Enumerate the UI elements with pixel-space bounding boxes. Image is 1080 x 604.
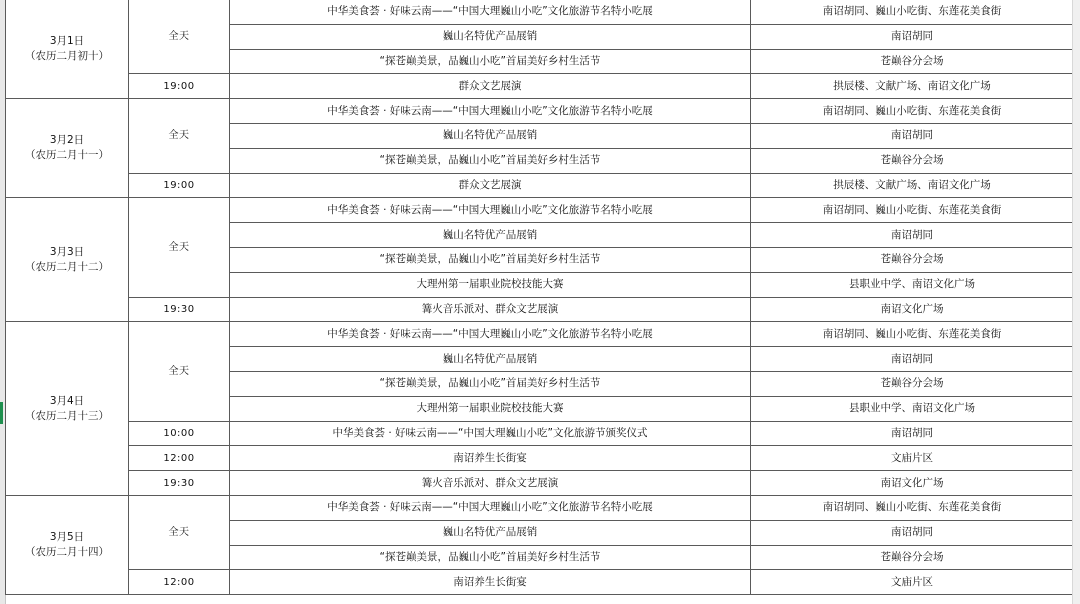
schedule-body xyxy=(6,0,1074,595)
time-cell[interactable]: 全天 xyxy=(129,0,230,74)
time-cell[interactable]: 全天 xyxy=(129,495,230,569)
time-cell[interactable]: 19:00 xyxy=(129,173,230,198)
event-name-cell[interactable]: 巍山名特优产品展销 xyxy=(230,520,751,545)
time-cell[interactable]: 全天 xyxy=(129,322,230,421)
time-cell[interactable]: 12:00 xyxy=(129,446,230,471)
time-cell[interactable]: 10:00 xyxy=(129,421,230,446)
vertical-scrollbar[interactable] xyxy=(1072,0,1080,604)
schedule-row xyxy=(6,198,1074,223)
event-name-cell[interactable]: 群众文艺展演 xyxy=(230,74,751,99)
time-cell[interactable]: 全天 xyxy=(129,198,230,297)
schedule-row xyxy=(6,446,1074,471)
event-name-cell[interactable]: “探苍巅美景，品巍山小吃”首届美好乡村生活节 xyxy=(230,49,751,74)
event-name-cell[interactable]: 中华美食荟 · 好味云南——“中国大理巍山小吃”文化旅游节名特小吃展 xyxy=(230,99,751,124)
event-name-cell[interactable]: 南诏养生长街宴 xyxy=(230,570,751,595)
date-cell[interactable] xyxy=(6,322,129,496)
venue-cell[interactable]: 南诏胡同、巍山小吃街、东莲花美食街 xyxy=(751,0,1074,24)
event-name-cell[interactable]: 南诏养生长街宴 xyxy=(230,446,751,471)
schedule-table xyxy=(5,0,1074,595)
venue-cell[interactable]: 拱辰楼、文献广场、南诏文化广场 xyxy=(751,74,1074,99)
event-name-cell[interactable]: 大理州第一届职业院校技能大赛 xyxy=(230,396,751,421)
event-name-cell[interactable]: 中华美食荟 · 好味云南——“中国大理巍山小吃”文化旅游节名特小吃展 xyxy=(230,495,751,520)
lunar-date-label: （农历二月十四） xyxy=(25,546,109,559)
time-cell[interactable]: 19:30 xyxy=(129,297,230,322)
lunar-date-label: （农历二月十二） xyxy=(25,260,109,273)
lunar-date-label: （农历二月初十） xyxy=(25,50,109,63)
venue-cell[interactable]: 南诏胡同、巍山小吃街、东莲花美食街 xyxy=(751,322,1074,347)
event-name-cell[interactable]: 群众文艺展演 xyxy=(230,173,751,198)
venue-cell[interactable]: 苍巅谷分会场 xyxy=(751,371,1074,396)
venue-cell[interactable]: 南诏胡同 xyxy=(751,520,1074,545)
venue-cell[interactable]: 南诏文化广场 xyxy=(751,297,1074,322)
venue-cell[interactable]: 南诏文化广场 xyxy=(751,471,1074,496)
time-cell[interactable]: 19:00 xyxy=(129,74,230,99)
date-cell[interactable] xyxy=(6,99,129,198)
venue-cell[interactable]: 南诏胡同 xyxy=(751,421,1074,446)
venue-cell[interactable]: 县职业中学、南诏文化广场 xyxy=(751,272,1074,297)
event-name-cell[interactable]: 巍山名特优产品展销 xyxy=(230,223,751,248)
venue-cell[interactable]: 南诏胡同、巍山小吃街、东莲花美食街 xyxy=(751,495,1074,520)
event-name-cell[interactable]: “探苍巅美景，品巍山小吃”首届美好乡村生活节 xyxy=(230,247,751,272)
date-label: 3月1日 xyxy=(49,35,85,48)
venue-cell[interactable]: 文庙片区 xyxy=(751,570,1074,595)
venue-cell[interactable]: 南诏胡同、巍山小吃街、东莲花美食街 xyxy=(751,99,1074,124)
schedule-row xyxy=(6,74,1074,99)
time-cell[interactable]: 19:30 xyxy=(129,471,230,496)
schedule-row xyxy=(6,173,1074,198)
event-name-cell[interactable]: “探苍巅美景，品巍山小吃”首届美好乡村生活节 xyxy=(230,371,751,396)
event-name-cell[interactable]: “探苍巅美景，品巍山小吃”首届美好乡村生活节 xyxy=(230,148,751,173)
venue-cell[interactable]: 南诏胡同 xyxy=(751,347,1074,372)
schedule-row xyxy=(6,99,1074,124)
date-label: 3月2日 xyxy=(49,134,85,147)
venue-cell[interactable]: 苍巅谷分会场 xyxy=(751,247,1074,272)
time-cell[interactable]: 全天 xyxy=(129,99,230,173)
selected-row-marker xyxy=(0,402,3,424)
event-name-cell[interactable]: 中华美食荟 · 好味云南——“中国大理巍山小吃”文化旅游节颁奖仪式 xyxy=(230,421,751,446)
schedule-row xyxy=(6,421,1074,446)
schedule-row xyxy=(6,0,1074,24)
date-label: 3月4日 xyxy=(49,394,85,407)
date-cell[interactable] xyxy=(6,495,129,594)
lunar-date-label: （农历二月十一） xyxy=(25,149,109,162)
date-cell[interactable] xyxy=(6,0,129,99)
schedule-row xyxy=(6,570,1074,595)
venue-cell[interactable]: 南诏胡同 xyxy=(751,24,1074,49)
event-name-cell[interactable]: 中华美食荟 · 好味云南——“中国大理巍山小吃”文化旅游节名特小吃展 xyxy=(230,322,751,347)
venue-cell[interactable]: 文庙片区 xyxy=(751,446,1074,471)
date-label: 3月5日 xyxy=(49,531,85,544)
schedule-row xyxy=(6,471,1074,496)
event-name-cell[interactable]: 中华美食荟 · 好味云南——“中国大理巍山小吃”文化旅游节名特小吃展 xyxy=(230,0,751,24)
date-cell[interactable] xyxy=(6,198,129,322)
time-cell[interactable]: 12:00 xyxy=(129,570,230,595)
venue-cell[interactable]: 拱辰楼、文献广场、南诏文化广场 xyxy=(751,173,1074,198)
venue-cell[interactable]: 苍巅谷分会场 xyxy=(751,49,1074,74)
venue-cell[interactable]: 南诏胡同、巍山小吃街、东莲花美食街 xyxy=(751,198,1074,223)
schedule-row xyxy=(6,495,1074,520)
event-name-cell[interactable]: 中华美食荟 · 好味云南——“中国大理巍山小吃”文化旅游节名特小吃展 xyxy=(230,198,751,223)
venue-cell[interactable]: 南诏胡同 xyxy=(751,223,1074,248)
event-name-cell[interactable]: 巍山名特优产品展销 xyxy=(230,123,751,148)
event-name-cell[interactable]: “探苍巅美景，品巍山小吃”首届美好乡村生活节 xyxy=(230,545,751,570)
lunar-date-label: （农历二月十三） xyxy=(25,409,109,422)
venue-cell[interactable]: 县职业中学、南诏文化广场 xyxy=(751,396,1074,421)
date-label: 3月3日 xyxy=(49,245,85,258)
venue-cell[interactable]: 苍巅谷分会场 xyxy=(751,545,1074,570)
event-name-cell[interactable]: 篝火音乐派对、群众文艺展演 xyxy=(230,297,751,322)
event-name-cell[interactable]: 篝火音乐派对、群众文艺展演 xyxy=(230,471,751,496)
schedule-row xyxy=(6,297,1074,322)
event-name-cell[interactable]: 大理州第一届职业院校技能大赛 xyxy=(230,272,751,297)
event-name-cell[interactable]: 巍山名特优产品展销 xyxy=(230,24,751,49)
schedule-row xyxy=(6,322,1074,347)
venue-cell[interactable]: 南诏胡同 xyxy=(751,123,1074,148)
venue-cell[interactable]: 苍巅谷分会场 xyxy=(751,148,1074,173)
event-name-cell[interactable]: 巍山名特优产品展销 xyxy=(230,347,751,372)
